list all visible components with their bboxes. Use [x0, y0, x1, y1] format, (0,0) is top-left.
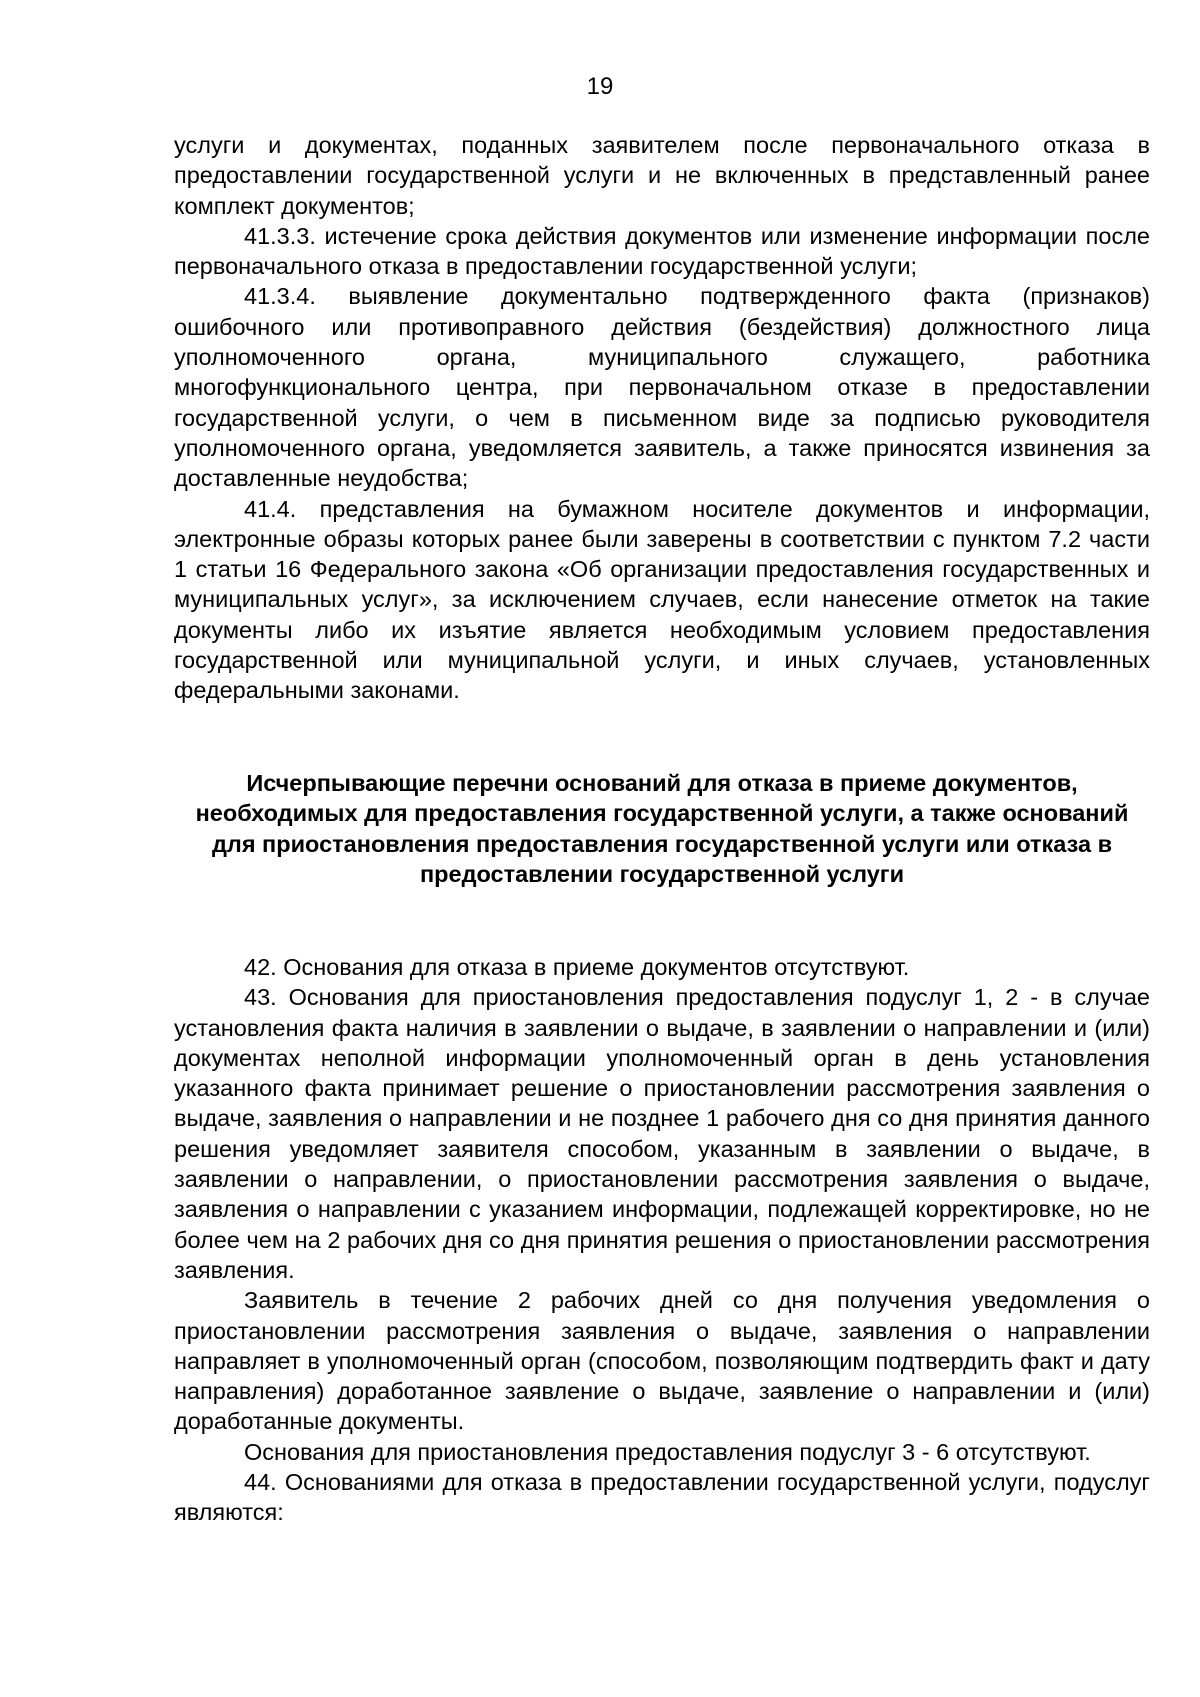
- body-text-top: [174, 130, 1150, 706]
- body-text-bottom: [174, 952, 1150, 1528]
- paragraph-43: 43. Основания для приостановления предоставления подуслуг 1, 2 - в случае установления факта наличия в заявлении о выдаче, в заявлении о направлении и (или) документах неполной информации уполномоченный орган в день установления указанного факта принимает решение о приостановлении рассмотрения заявления о выдаче, заявления о направлении и не позднее 1 рабочего дня со дня принятия данного решения уведомляет заявителя способом, указанным в заявлении о выдаче, в заявлении о направлении, о приостановлении рассмотрения заявления о выдаче, заявления о направлении с указанием информации, подлежащей корректировке, но не более чем на 2 рабочих дня со дня принятия решения о приостановлении рассмотрения заявления.: [174, 984, 1150, 1283]
- paragraph-41-4: 41.4. представления на бумажном носителе документов и информации, электронные образы которых ранее были заверены в соответствии с пунктом 7.2 части 1 статьи 16 Федерального закона «Об организации предоставления государственных и муниципальных услуг», за исключением случаев, если нанесение отметок на такие документы либо их изъятие является необходимым условием предоставления государственной или муниципальной услуги, и иных случаев, установленных федеральными законами.: [174, 495, 1150, 704]
- paragraph-41-3-3: 41.3.3. истечение срока действия документов или изменение информации после первоначального отказа в предоставлении государственной услуги;: [174, 222, 1150, 280]
- paragraph-43-no-grounds: Основания для приостановления предоставления подуслуг 3 - 6 отсутствуют.: [244, 1438, 1091, 1465]
- paragraph-42: 42. Основания для отказа в приеме документов отсутствуют.: [244, 954, 910, 980]
- section-heading: Исчерпывающие перечни оснований для отказа в приеме документов, необходимых для предоставления государственной услуги, а также оснований для приостановления предоставления государственной услуги или отказа в предоставлении государственной услуги: [195, 770, 1129, 887]
- paragraph-44: 44. Основаниями для отказа в предоставлении государственной услуги, подуслуг являются:: [174, 1469, 1150, 1526]
- paragraph-43-applicant: Заявитель в течение 2 рабочих дней со дня получения уведомления о приостановлении рассмотрения заявления о выдаче, заявления о направлении направляет в уполномоченный орган (способом, позволяющим подтвердить факт и дату направления) доработанное заявление о выдаче, заявление о направлении и (или) доработанные документы.: [174, 1287, 1150, 1435]
- paragraph-continuation: услуги и документах, поданных заявителем после первоначального отказа в предоставлении государственной услуги и не включенных в представленный ранее комплект документов;: [174, 132, 1150, 219]
- page-number: 19: [586, 73, 614, 100]
- paragraph-41-3-4: 41.3.4. выявление документально подтвержденного факта (признаков) ошибочного или противоправного действия (бездействия) должностного лица уполномоченного органа, муниципального служащего, работника многофункционального центра, при первоначальном отказе в предоставлении государственной услуги, о чем в письменном виде за подписью руководителя уполномоченного органа, уведомляется заявитель, а также приносятся извинения за доставленные неудобства;: [174, 283, 1150, 492]
